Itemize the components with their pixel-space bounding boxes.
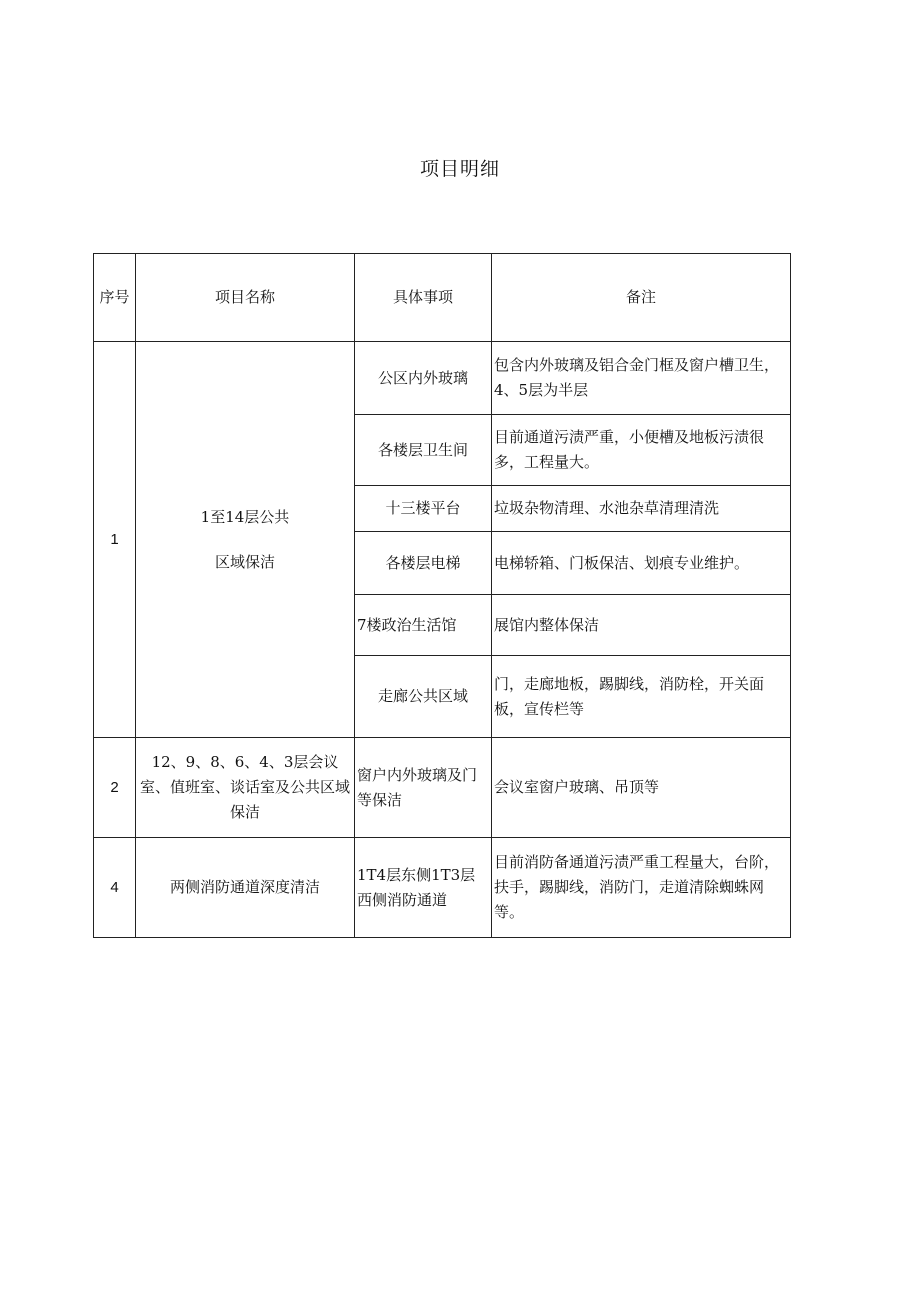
project-name-line: 1至14层公共 — [200, 507, 290, 526]
row-index: 4 — [94, 838, 136, 938]
project-name — [136, 342, 355, 738]
project-detail-table — [93, 253, 791, 938]
note-cell: 包含内外玻璃及铝合金门框及窗户槽卫生，4、5层为半层 — [492, 342, 791, 415]
header-project-name: 项目名称 — [136, 254, 355, 342]
project-name: 两侧消防通道深度清洁 — [136, 838, 355, 938]
note-cell: 垃圾杂物清理、水池杂草清理清洗 — [492, 486, 791, 532]
row-index: 1 — [94, 342, 136, 738]
note-cell: 门，走廊地板，踢脚线，消防栓，开关面板，宣传栏等 — [492, 656, 791, 738]
table-row — [94, 342, 791, 415]
specific-item: 各楼层电梯 — [355, 532, 492, 595]
page-title: 项目明细 — [419, 158, 500, 180]
specific-item: 公区内外玻璃 — [355, 342, 492, 415]
table-row — [94, 838, 791, 938]
specific-item: 走廊公共区域 — [355, 656, 492, 738]
note-cell: 目前消防备通道污渍严重工程量大，台阶，扶手，踢脚线，消防门，走道清除蜘蛛网等。 — [492, 838, 791, 938]
header-notes: 备注 — [492, 254, 791, 342]
header-specific-items: 具体事项 — [355, 254, 492, 342]
specific-item: 各楼层卫生间 — [355, 415, 492, 486]
project-name-line: 区域保洁 — [214, 552, 275, 571]
note-cell: 展馆内整体保洁 — [492, 595, 791, 656]
header-index: 序号 — [94, 254, 136, 342]
specific-item: 1T4层东侧1T3层西侧消防通道 — [355, 838, 492, 938]
specific-item: 十三楼平台 — [355, 486, 492, 532]
note-cell: 电梯轿箱、门板保洁、划痕专业维护。 — [492, 532, 791, 595]
table-row — [94, 738, 791, 838]
specific-item: 窗户内外玻璃及门等保洁 — [355, 738, 492, 838]
table-header-row — [94, 254, 791, 342]
note-cell: 会议室窗户玻璃、吊顶等 — [492, 738, 791, 838]
note-cell: 目前通道污渍严重，小便槽及地板污渍很多，工程量大。 — [492, 415, 791, 486]
project-name: 12、9、8、6、4、3层会议室、值班室、谈话室及公共区域保洁 — [136, 738, 355, 838]
specific-item: 7楼政治生活馆 — [355, 595, 492, 656]
row-index: 2 — [94, 738, 136, 838]
